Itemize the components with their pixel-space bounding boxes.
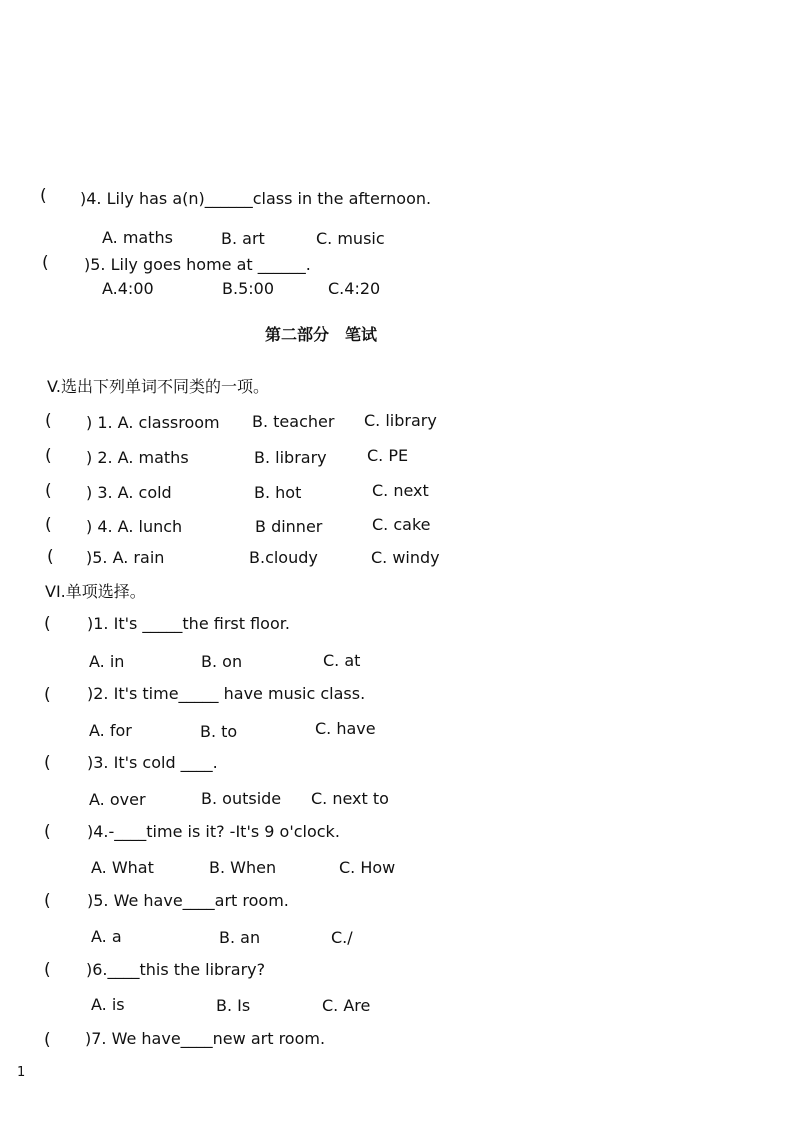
answer-paren: ( <box>42 253 49 273</box>
option-a: A. What <box>91 858 154 877</box>
answer-paren: ( <box>44 685 51 705</box>
answer-paren: ( <box>44 822 51 842</box>
question-text: )3. It's cold ____. <box>87 753 218 772</box>
answer-paren: ( <box>40 186 47 206</box>
option-c: C. Are <box>322 996 371 1015</box>
question-text: )5. A. rain <box>86 548 165 567</box>
question-text: )6.____this the library? <box>86 960 266 979</box>
question-text: ) 4. A. lunch <box>86 517 183 536</box>
section-v-title: V.选出下列单词不同类的一项。 <box>47 377 269 396</box>
part-title: 第二部分 笔试 <box>265 325 378 344</box>
answer-paren: ( <box>44 960 51 980</box>
question-text: ) 2. A. maths <box>86 448 189 467</box>
question-text: )4.-____time is it? -It's 9 o'clock. <box>87 822 340 841</box>
option-b: B. library <box>254 448 327 467</box>
option-b: B. art <box>221 229 265 248</box>
option-c: C. library <box>364 411 437 430</box>
answer-paren: ( <box>45 446 52 466</box>
option-c: C. have <box>315 719 376 738</box>
option-a: A. for <box>89 721 132 740</box>
option-c: C.4:20 <box>328 279 381 298</box>
option-c: C. windy <box>371 548 440 567</box>
option-c: C./ <box>331 928 353 947</box>
option-a: A. a <box>91 927 122 946</box>
answer-paren: ( <box>45 411 52 431</box>
option-b: B. Is <box>216 996 251 1015</box>
question-text: )7. We have____new art room. <box>85 1029 326 1048</box>
option-b: B. an <box>219 928 261 947</box>
option-a: A. in <box>89 652 125 671</box>
option-c: C. next to <box>311 789 389 808</box>
answer-paren: ( <box>44 891 51 911</box>
option-c: C. next <box>372 481 429 500</box>
page-number: 1 <box>17 1065 26 1080</box>
option-a: A. maths <box>102 228 173 247</box>
option-b: B. teacher <box>252 412 335 431</box>
question-text: ) 1. A. classroom <box>86 413 220 432</box>
option-b: B.cloudy <box>249 548 318 567</box>
question-text: )2. It's time_____ have music class. <box>87 684 366 703</box>
question-text: )1. It's _____the first floor. <box>87 614 290 633</box>
option-c: C. music <box>316 229 385 248</box>
option-b: B. When <box>209 858 277 877</box>
option-c: C. PE <box>367 446 409 465</box>
section-vi-title: VI.单项选择。 <box>45 582 146 601</box>
answer-paren: ( <box>45 481 52 501</box>
answer-paren: ( <box>45 515 52 535</box>
question-text: )5. Lily goes home at ______. <box>84 255 311 274</box>
option-b: B. to <box>200 722 238 741</box>
answer-paren: ( <box>47 547 54 567</box>
answer-paren: ( <box>44 753 51 773</box>
option-a: A. is <box>91 995 125 1014</box>
option-b: B. hot <box>254 483 302 502</box>
answer-paren: ( <box>44 614 51 634</box>
question-text: )4. Lily has a(n)______class in the afternoon. <box>80 189 432 208</box>
option-c: C. How <box>339 858 396 877</box>
option-c: C. cake <box>372 515 431 534</box>
option-a: A. over <box>89 790 146 809</box>
option-b: B.5:00 <box>222 279 274 298</box>
option-b: B. on <box>201 652 243 671</box>
question-text: )5. We have____art room. <box>87 891 289 910</box>
question-text: ) 3. A. cold <box>86 483 172 502</box>
option-b: B dinner <box>255 517 323 536</box>
answer-paren: ( <box>44 1030 51 1050</box>
option-a: A.4:00 <box>102 279 154 298</box>
option-b: B. outside <box>201 789 282 808</box>
option-c: C. at <box>323 651 361 670</box>
